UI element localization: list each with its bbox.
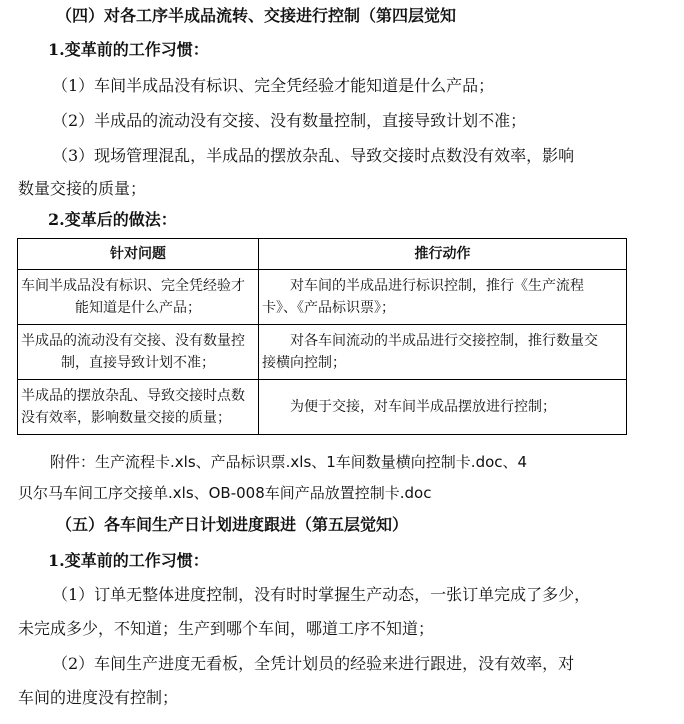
cell-line-wrap [262, 396, 623, 418]
table-row [18, 325, 627, 380]
cell-line: 半成品的摆放杂乱、导致交接时点数 [21, 388, 245, 404]
table-header-action: 推行动作 [259, 239, 627, 270]
table-cell-action [259, 270, 627, 325]
section-4-before-item-3-cont: 数量交接的质量； [18, 179, 147, 198]
section-5-before-heading: 1.变革前的工作习惯： [48, 551, 209, 570]
section-5-before-item-1: （1）订单无整体进度控制，没有时时掌握生产动态，一张订单完成了多少， [52, 585, 591, 604]
cell-line-wrap [262, 275, 623, 297]
attachment-line-2: 贝尔马车间工序交接单.xls、OB-008车间产品放置控制卡.doc [18, 484, 432, 502]
cell-line: 半成品的流动没有交接、没有数量控 [21, 333, 245, 349]
cell-line: 车间半成品没有标识、完全凭经验才 [21, 278, 245, 294]
cell-line-wrap [262, 330, 623, 352]
cell-line: 对车间的半成品进行标识控制，推行《生产流程 [290, 278, 584, 294]
cell-line: 对各车间流动的半成品进行交接控制，推行数量交 [290, 333, 598, 349]
cell-line: 卡》、《产品标识票》； [262, 300, 395, 316]
section-4-before-heading: 1.变革前的工作习惯： [48, 40, 209, 59]
section-4-before-item-2: （2）半成品的流动没有交接、没有数量控制，直接导致计划不准； [52, 111, 527, 130]
cell-line: 为便于交接，对车间半成品摆放进行控制； [290, 399, 556, 415]
table-row [18, 380, 627, 435]
table-cell-issue [18, 380, 259, 435]
cell-line: 制，直接导致计划不准； [61, 355, 215, 371]
section-5-before-item-2: （2）车间生产进度无看板，全凭计划员的经验来进行跟进，没有效率，对 [52, 654, 575, 673]
section-5-before-item-2-cont: 车间的进度没有控制； [18, 688, 179, 707]
measures-table [17, 238, 627, 435]
section-5-title: （五）各车间生产日计划进度跟进（第五层觉知） [56, 515, 409, 534]
table-cell-action [259, 325, 627, 380]
table-cell-issue [18, 270, 259, 325]
section-4-title: （四）对各工序半成品流转、交接进行控制（第四层觉知 [56, 6, 457, 25]
cell-line: 没有效率，影响数量交接的质量； [21, 410, 231, 426]
section-4-before-item-1: （1）车间半成品没有标识、完全凭经验才能知道是什么产品； [52, 76, 495, 95]
section-5-before-item-1-cont: 未完成多少，不知道；生产到哪个车间，哪道工序不知道； [18, 619, 435, 638]
cell-line: 接横向控制； [262, 355, 346, 371]
section-4-after-heading: 2.变革后的做法： [48, 210, 177, 229]
attachment-line-1: 附件：生产流程卡.xls、产品标识票.xls、1车间数量横向控制卡.doc、4 [50, 453, 528, 471]
table-row [18, 270, 627, 325]
section-4-before-item-3: （3）现场管理混乱，半成品的摆放杂乱、导致交接时点数没有效率，影响 [52, 146, 575, 165]
table-cell-issue [18, 325, 259, 380]
table-header-issue: 针对问题 [18, 239, 259, 270]
cell-line: 能知道是什么产品； [75, 300, 201, 316]
table-cell-action [259, 380, 627, 435]
